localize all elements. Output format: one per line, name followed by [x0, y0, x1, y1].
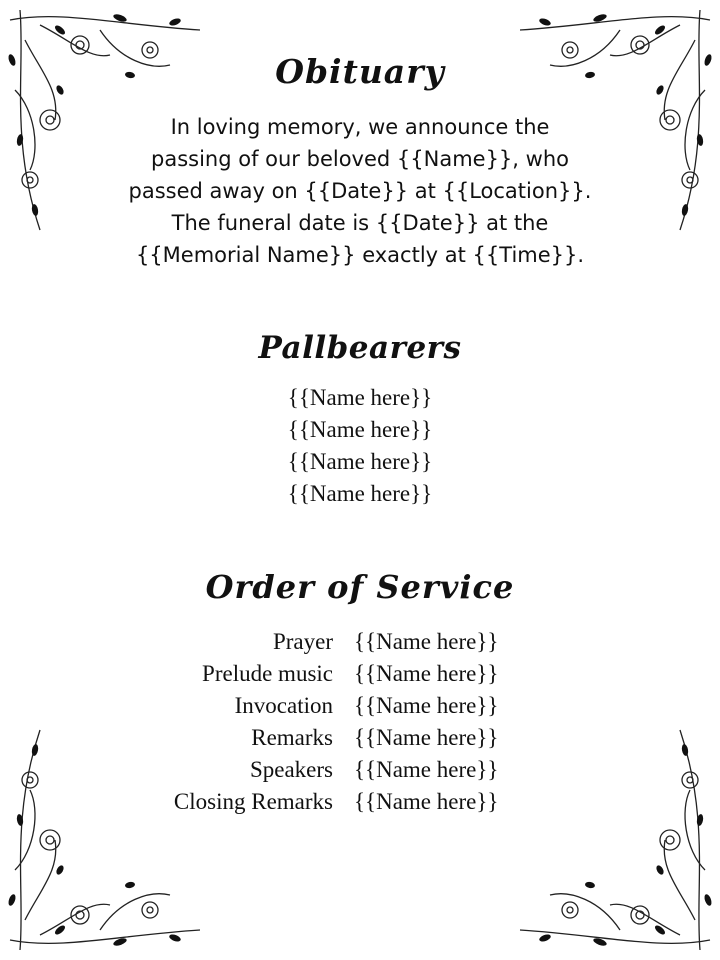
service-item: Remarks [251, 725, 333, 750]
service-person: {{Name here}} [354, 693, 499, 718]
pallbearer-name: {{Name here}} [287, 417, 433, 442]
service-item: Closing Remarks [173, 789, 333, 814]
service-person: {{Name here}} [354, 757, 499, 782]
service-person: {{Name here}} [354, 661, 499, 686]
pallbearers-title: Pallbearers [258, 330, 462, 366]
obituary-line: passed away on {{Date}} at {{Location}}. [128, 179, 592, 203]
order-of-service-title: Order of Service [205, 568, 515, 606]
service-person: {{Name here}} [354, 629, 499, 654]
service-row [0, 626, 720, 658]
obituary-text [100, 111, 620, 271]
service-row [0, 786, 720, 818]
service-item: Prayer [272, 629, 333, 654]
pallbearers-list [0, 382, 720, 510]
obituary-line: passing of our beloved {{Name}}, who [151, 147, 569, 171]
pallbearer-name: {{Name here}} [287, 385, 433, 410]
order-of-service-list [0, 626, 720, 818]
service-row [0, 690, 720, 722]
obituary-line: The funeral date is {{Date}} at the [171, 211, 549, 235]
service-person: {{Name here}} [354, 789, 499, 814]
service-person: {{Name here}} [354, 725, 499, 750]
obituary-line: In loving memory, we announce the [170, 115, 550, 139]
service-item: Speakers [249, 757, 333, 782]
service-item: Invocation [234, 693, 333, 718]
service-item: Prelude music [202, 661, 333, 686]
service-row [0, 722, 720, 754]
pallbearer-name: {{Name here}} [287, 449, 433, 474]
obituary-line: {{Memorial Name}} exactly at {{Time}}. [135, 243, 585, 267]
service-row [0, 754, 720, 786]
service-row [0, 658, 720, 690]
obituary-title: Obituary [275, 52, 445, 91]
pallbearer-name: {{Name here}} [287, 481, 433, 506]
